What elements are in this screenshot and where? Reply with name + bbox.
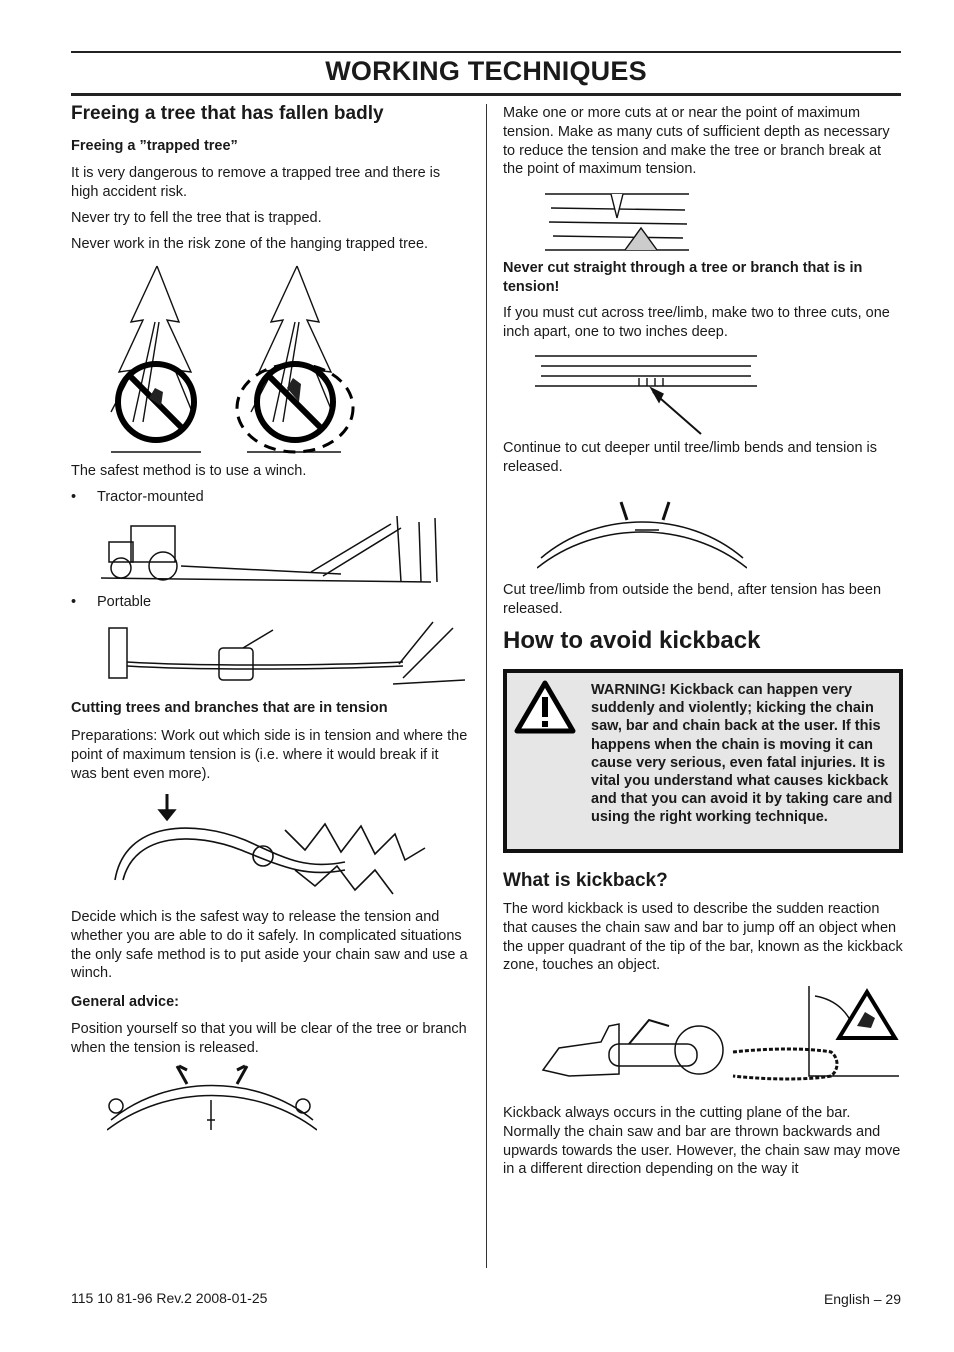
paragraph-kickback-plane: Kickback always occurs in the cutting plane of the bar. Normally the chain saw and bar are thrown backwards and upwards towards the user. However, the chain saw may move in a different direction depending on the way it [503,1105,901,1178]
kickback-illustration [539,986,901,1096]
prohibited-sign-icon [118,364,194,440]
paragraph-cut-outside: Cut tree/limb from outside the bend, after tension has been released. [503,582,882,617]
header-rule-top [71,51,901,53]
warning-triangle-icon [513,679,577,735]
warning-text: WARNING! Kickback can happen very suddenly and violently; kicking the chain saw, bar and chain back at the user. If this happens when the chain is moving it can cause very serious, even fatal injuries. It is vital you understand what causes kickback and that you can avoid it by taking care and using the right working technique. [591,682,893,826]
bullet-portable: • Portable [71,594,152,610]
paragraph-risk-zone: Never work in the risk zone of the hanging trapped tree. [71,236,429,252]
paragraph-never-fell: Never try to fell the tree that is trapped. [71,210,322,226]
column-divider [486,104,487,1268]
bold-warning-never-cut: Never cut straight through a tree or branch that is in tension! [503,260,863,295]
portable-winch-illustration [103,618,467,692]
paragraph-danger: It is very dangerous to remove a trapped tree and there is high accident risk. [71,165,441,200]
paragraph-preparations: Preparations: Work out which side is in tension and where the point of maximum tension is (i.e. where it would break if it was bent even more). [71,728,468,782]
bullet-tractor-label: Tractor-mounted [97,489,204,505]
tractor-winch-illustration [101,512,441,588]
header-rule-bottom [71,93,901,96]
paragraph-make-cuts: Make one or more cuts at or near the point of maximum tension. Make as many cuts of sufficient depth as necessary to reduce the tension and make the tree or branch break at the point of maximum tension. [503,105,890,178]
bullet-portable-label: Portable [97,594,152,610]
section-title-freeing: Freeing a tree that has fallen badly [71,103,384,124]
paragraph-cut-deeper: Continue to cut deeper until tree/limb bends and tension is released. [503,440,878,475]
paragraph-winch: The safest method is to use a winch. [71,463,307,479]
log-cut-illustration [545,188,689,256]
paragraph-kickback-definition: The word kickback is used to describe the sudden reaction that causes the chain saw and bar to jump off an object when the upper quadrant of the tip of the bar, known as the kickback zone, touches an object. [503,901,903,974]
paragraph-decide: Decide which is the safest way to release the tension and whether you are able to do it safely. In complicated situations the only safe method is to put aside your chain saw and use a winch. [71,909,468,982]
paragraph-cuts-apart: If you must cut across tree/limb, make two to three cuts, one inch apart, one to two inches deep. [503,305,890,340]
subheading-trapped-tree: Freeing a ”trapped tree” [71,138,238,154]
section-title-kickback: How to avoid kickback [503,627,761,654]
arched-log-illustration [107,1060,317,1140]
paragraph-position: Position yourself so that you will be clear of the tree or branch when the tension is released. [71,1021,467,1056]
bullet-tractor: • Tractor-mounted [71,489,204,505]
page-title: WORKING TECHNIQUES [325,56,647,86]
trapped-tree-illustration [71,262,371,460]
notched-log-illustration [535,348,761,438]
bent-tree-illustration [105,790,445,906]
subheading-tension: Cutting trees and branches that are in tension [71,700,388,716]
bending-log-illustration [537,496,747,576]
footer-page-number: English – 29 [823,1291,901,1307]
footer-doc-number: 115 10 81-96 Rev.2 2008-01-25 [71,1290,268,1306]
warning-box [503,669,903,853]
subheading-general-advice: General advice: [71,994,179,1010]
section-title-what-is-kickback: What is kickback? [503,870,668,891]
